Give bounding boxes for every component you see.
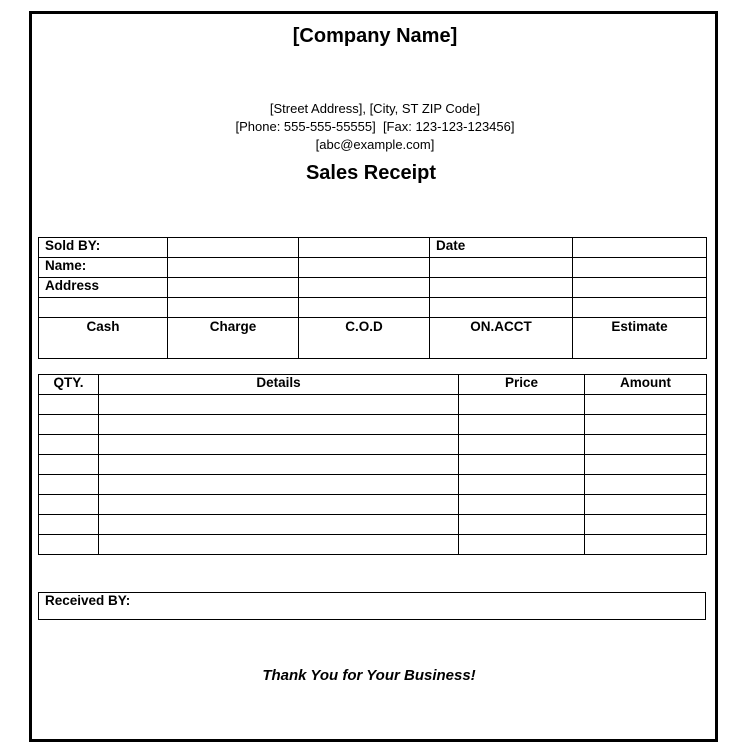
- table-row: [39, 395, 707, 415]
- table-row: [39, 535, 707, 555]
- received-by-field[interactable]: [39, 593, 706, 620]
- details-cell[interactable]: [99, 535, 459, 555]
- address-label: Address: [39, 278, 168, 298]
- details-cell[interactable]: [99, 515, 459, 535]
- address-line2-field-5[interactable]: [573, 298, 707, 318]
- sold-by-row: [39, 238, 707, 258]
- company-name: [Company Name]: [292, 25, 458, 47]
- payment-on-account[interactable]: ON.ACCT: [430, 318, 573, 359]
- amount-cell[interactable]: [585, 515, 707, 535]
- qty-cell[interactable]: [39, 455, 99, 475]
- table-row: [39, 455, 707, 475]
- qty-column-header: QTY.: [39, 375, 99, 395]
- payment-charge[interactable]: Charge: [168, 318, 299, 359]
- address-field[interactable]: [168, 278, 299, 298]
- amount-cell[interactable]: [585, 395, 707, 415]
- address-row: [39, 278, 707, 298]
- line-items-table: [38, 374, 707, 555]
- name-field-4[interactable]: [573, 258, 707, 278]
- qty-cell[interactable]: [39, 515, 99, 535]
- price-column-header: Price: [459, 375, 585, 395]
- payment-cash[interactable]: Cash: [39, 318, 168, 359]
- address-field-3[interactable]: [430, 278, 573, 298]
- qty-cell[interactable]: [39, 415, 99, 435]
- sold-by-field[interactable]: [168, 238, 299, 258]
- name-row: [39, 258, 707, 278]
- payment-estimate[interactable]: Estimate: [573, 318, 707, 359]
- details-cell[interactable]: [99, 415, 459, 435]
- qty-cell[interactable]: [39, 475, 99, 495]
- price-cell[interactable]: [459, 535, 585, 555]
- amount-cell[interactable]: [585, 535, 707, 555]
- received-by-label: Received BY:: [45, 593, 131, 608]
- table-row: [39, 415, 707, 435]
- details-cell[interactable]: [99, 435, 459, 455]
- sold-by-field-2[interactable]: [299, 238, 430, 258]
- details-cell[interactable]: [99, 395, 459, 415]
- name-field[interactable]: [168, 258, 299, 278]
- thank-you-message: Thank You for Your Business!: [262, 667, 476, 684]
- price-cell[interactable]: [459, 495, 585, 515]
- address-line: [Street Address], [City, ST ZIP Code]: [269, 101, 481, 116]
- address-line2-field-4[interactable]: [430, 298, 573, 318]
- payment-method-row: [39, 318, 707, 359]
- amount-cell[interactable]: [585, 475, 707, 495]
- price-cell[interactable]: [459, 415, 585, 435]
- contact-line: [Phone: 555-555-55555] [Fax: 123-123-123456]: [235, 119, 515, 134]
- email-line: [abc@example.com]: [315, 137, 435, 152]
- date-field[interactable]: [573, 238, 707, 258]
- table-row: [39, 475, 707, 495]
- address-field-2[interactable]: [299, 278, 430, 298]
- document-title: Sales Receipt: [305, 162, 437, 184]
- amount-cell[interactable]: [585, 495, 707, 515]
- address-line2-field-2[interactable]: [168, 298, 299, 318]
- amount-cell[interactable]: [585, 455, 707, 475]
- name-label: Name:: [39, 258, 168, 278]
- name-field-3[interactable]: [430, 258, 573, 278]
- qty-cell[interactable]: [39, 535, 99, 555]
- price-cell[interactable]: [459, 515, 585, 535]
- sold-by-label: Sold BY:: [39, 238, 168, 258]
- line-items-body: [39, 395, 707, 555]
- address-line2-field-3[interactable]: [299, 298, 430, 318]
- amount-cell[interactable]: [585, 415, 707, 435]
- price-cell[interactable]: [459, 455, 585, 475]
- qty-cell[interactable]: [39, 435, 99, 455]
- address-field-4[interactable]: [573, 278, 707, 298]
- date-label: Date: [430, 238, 573, 258]
- name-field-2[interactable]: [299, 258, 430, 278]
- payment-cod[interactable]: C.O.D: [299, 318, 430, 359]
- received-by-table: [38, 592, 706, 620]
- table-row: [39, 435, 707, 455]
- price-cell[interactable]: [459, 475, 585, 495]
- price-cell[interactable]: [459, 395, 585, 415]
- qty-cell[interactable]: [39, 495, 99, 515]
- table-row: [39, 515, 707, 535]
- price-cell[interactable]: [459, 435, 585, 455]
- company-contact-block: [0, 100, 750, 154]
- customer-info-table: [38, 237, 707, 359]
- details-cell[interactable]: [99, 475, 459, 495]
- line-items-header: [39, 375, 707, 395]
- address-line2-field[interactable]: [39, 298, 168, 318]
- details-cell[interactable]: [99, 455, 459, 475]
- amount-cell[interactable]: [585, 435, 707, 455]
- qty-cell[interactable]: [39, 395, 99, 415]
- table-row: [39, 495, 707, 515]
- details-column-header: Details: [99, 375, 459, 395]
- address-row-2: [39, 298, 707, 318]
- details-cell[interactable]: [99, 495, 459, 515]
- amount-column-header: Amount: [585, 375, 707, 395]
